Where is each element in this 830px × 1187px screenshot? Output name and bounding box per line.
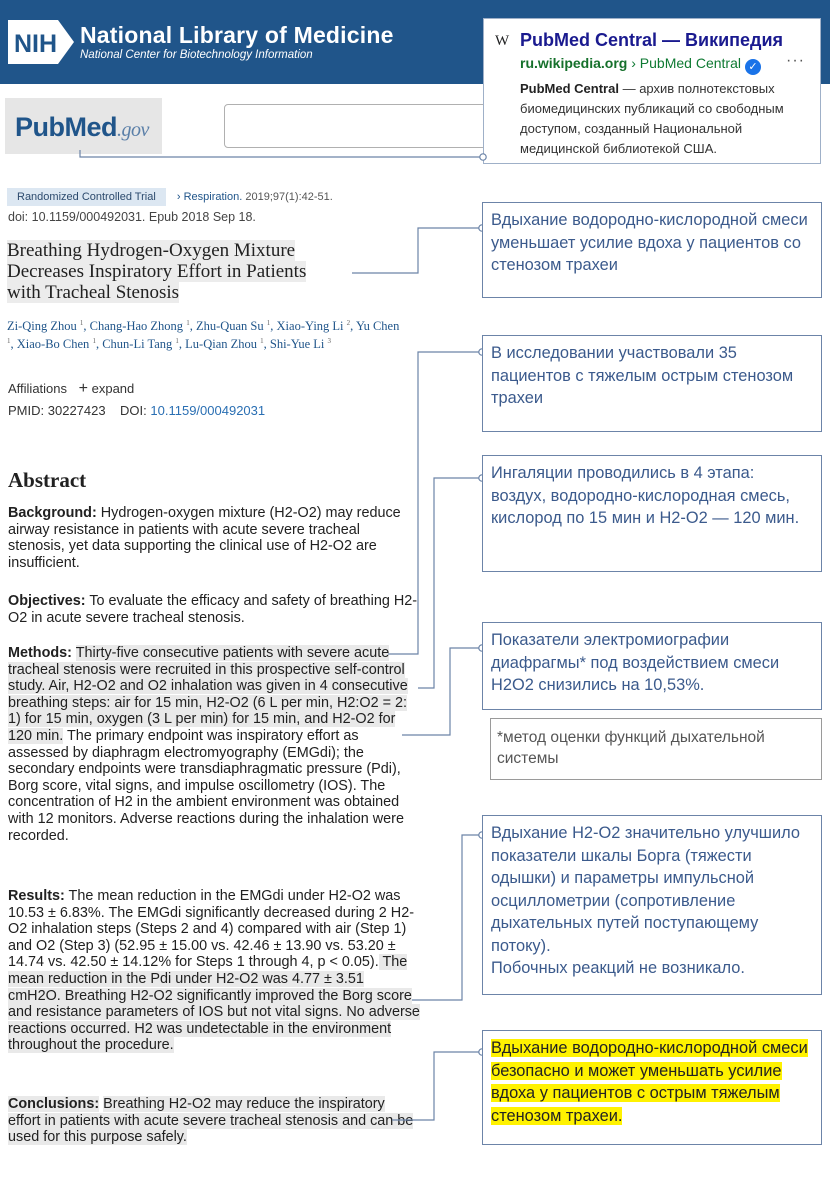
journal-link[interactable]: Respiration.: [183, 191, 243, 203]
connector-steps: [418, 478, 482, 688]
callout-title-summary: Вдыхание водородно-кислородной смеси уменьшает усилие вдоха у пациентов со стенозом трахеи: [482, 202, 822, 298]
author-link[interactable]: Shi-Yue Li: [269, 337, 325, 352]
chevron-right-icon: ›: [176, 191, 181, 203]
wiki-description: PubMed Central — архив полнотекстовых биомедицинских публикаций со свободным доступом, созданный Национальной медицинской библиотекой США.: [520, 81, 784, 156]
abstract-objectives: Objectives: To evaluate the efficacy and safety of breathing H2-O2 in acute severe tracheal stenosis.: [8, 593, 418, 626]
wikipedia-icon: W: [495, 33, 510, 49]
author-link[interactable]: Zhu-Quan Su: [195, 319, 264, 334]
connector-title: [352, 228, 482, 273]
identifiers-row: PMID: 30227423 DOI: 10.1159/000492031: [8, 403, 266, 418]
nih-logo-icon[interactable]: [8, 20, 74, 64]
wikipedia-card: [483, 18, 821, 164]
author-link[interactable]: Chun-Li Tang: [102, 337, 173, 352]
abstract-results: Results: The mean reduction in the EMGdi under H2-O2 was 10.53 ± 6.83%. The EMGdi significantly decreased during 2 H2-O2 inhalation steps (Steps 2 and 4) compared with air (Step 1) and O2 (Step 3) (52.95 ± 15.00 vs. 42.46 ± 13.90 vs. 53.20 ± 14.74 vs. 42.50 ± 14.12% for Steps 1 through 4, p < 0.05). The mean reduction in the Pdi under H2-O2 was 4.77 ± 3.51 cmH2O. Breathing H2-O2 significantly improved the Borg score and resistance parameters of IOS but not vital signs. No adverse reactions occurred. H2 was undetectable in the environment throughout the procedure.: [8, 888, 420, 1054]
doi-link[interactable]: 10.1159/000492031: [150, 403, 266, 418]
more-options-icon[interactable]: ···: [786, 52, 805, 69]
wiki-url[interactable]: ru.wikipedia.org › PubMed Central ✓: [520, 55, 761, 75]
plus-icon[interactable]: +: [78, 380, 88, 397]
pubmed-logo-area[interactable]: [5, 98, 162, 154]
abstract-methods: Methods: Thirty-five consecutive patients with severe acute tracheal stenosis were recruited in this prospective self-control study. Air, H2-O2 and O2 inhalation was given in 4 consecutive breathing steps: air for 15 min, H2-O2 (6 L per min, H2:O2 = 2: 1) for 15 min, oxygen (3 L per min) for 15 min, and H2-O2 for 120 min. The primary endpoint was inspiratory effort as assessed by diaphragm electromyography (EMGdi); the secondary endpoints were transdiaphragmatic pressure (Pdi), Borg score, vital signs, and impulse oscillometry (IOS). The concentration of H2 in the ambient environment was obtained with 12 monitors. Adverse reactions during the inhalation were recorded.: [8, 645, 408, 844]
article-tags: [7, 188, 333, 206]
author-link[interactable]: Xiao-Bo Chen: [16, 337, 90, 352]
publication-type-badge[interactable]: Randomized Controlled Trial: [7, 188, 166, 206]
abstract-background: Background: Hydrogen-oxygen mixture (H2-O2) may reduce airway resistance in patients with acute severe tracheal stenosis, yet data supporting the clinical use of H2-O2 are insufficient.: [8, 505, 401, 571]
pmid-value: 30227423: [47, 403, 106, 418]
author-link[interactable]: Xiao-Ying Li: [276, 319, 344, 334]
author-link[interactable]: Lu-Qian Zhou: [185, 337, 257, 352]
author-list: Zi-Qing Zhou $^1$, Chang-Hao Zhong $^1$, Zhu-Quan Su $^1$, Xiao-Ying Li $^2$, Yu Chen $^1$, Xiao-Bo Chen $^1$, Chun-Li Tang $^1$, Lu-Qian Zhou $^1$, Shi-Yue Li $^3$: [7, 319, 400, 352]
callout-inhalation-steps: Ингаляции проводились в 4 этапа: воздух, водородно-кислородная смесь, кислород по 15 мин и H2-O2 — 120 мин.: [482, 455, 822, 572]
search-input[interactable]: [224, 104, 499, 148]
nih-title[interactable]: National Library of Medicine: [80, 22, 394, 48]
affiliations-row: [8, 380, 134, 398]
verified-icon: ✓: [745, 59, 761, 75]
author-link[interactable]: Chang-Hao Zhong: [89, 319, 184, 334]
doi-epub-line: doi: 10.1159/000492031. Epub 2018 Sep 18.: [8, 210, 256, 224]
expand-link[interactable]: expand: [91, 381, 135, 396]
affiliations-label: Affiliations: [8, 381, 68, 396]
pubmed-logo[interactable]: PubMed.gov: [15, 112, 149, 142]
nih-subtitle: National Center for Biotechnology Information: [80, 49, 313, 61]
abstract-conclusions: Conclusions: Breathing H2-O2 may reduce the inspiratory effort in patients with acute severe tracheal stenosis and can be used for this purpose safely.: [8, 1096, 414, 1146]
callout-participants: В исследовании участвовали 35 пациентов с тяжелым острым стенозом трахеи: [482, 335, 822, 432]
wiki-title-link[interactable]: PubMed Central — Википедия: [520, 30, 784, 50]
callout-conclusion: Вдыхание водородно-кислородной смеси безопасно и может уменьшать усилие вдоха у пациентов с острым тяжелым стенозом трахеи.: [482, 1030, 822, 1145]
callout-borg-result: Вдыхание H2-O2 значительно улучшило показатели шкалы Борга (тяжести одышки) и параметры импульсной осциллометрии (сопротивление дыхательных путей поступающему потоку). Побочных реакций не возникало.: [482, 815, 822, 995]
abstract-heading: Abstract: [8, 468, 87, 492]
footnote-box: *метод оценки функций дыхательной системы: [490, 718, 822, 780]
connector-borg: [412, 835, 482, 1000]
article-title: Breathing Hydrogen-Oxygen Mixture Decreases Inspiratory Effort in Patients with Tracheal Stenosis: [7, 240, 307, 303]
svg-text:NIH: NIH: [14, 30, 58, 58]
callout-emg-result: Показатели электромиографии диафрагмы* под воздействием смеси H2O2 снизились на 10,53%.: [482, 622, 822, 710]
author-link[interactable]: Zi-Qing Zhou: [7, 319, 77, 334]
author-link[interactable]: Yu Chen: [355, 319, 400, 334]
citation-text: 2019;97(1):42-51.: [245, 191, 333, 203]
